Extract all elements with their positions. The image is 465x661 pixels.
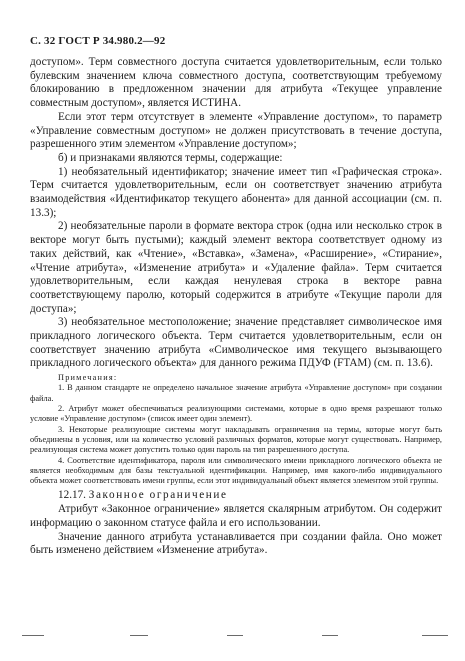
section-number: 12.17. [58,489,86,502]
page-header: С. 32 ГОСТ Р 34.980.2—92 [30,35,166,47]
list-item-passwords: 2) необязательные пароли в формате вектора строк (одна или несколько строк в векторе могут быть пустыми); каждый элемент вектора соответствует одному из таких действий, как «Чтение», «Вставка», «Замена», «Расширение», «Стирание», «Чтение атрибута», «Изменение атрибута» и «Удаление файла». Терм считается удовлетворительным, если каждая ненулевая строка в векторе равна соответствующему паролю, который содержится в атрибуте «Текущие пароли для доступа»; [30,220,442,315]
crop-mark [422,635,448,636]
list-item-identifier: 1) необязательный идентификатор; значение имеет тип «Графическая строка». Терм считается удовлетворительным, если он соответствует значению атрибута взаимодействия «Идентификатор текущего абонента» для данной ассоциации (см. п. 13.3); [30,165,442,219]
notes-block [30,373,442,486]
section-heading [30,489,442,503]
crop-mark [22,635,44,636]
notes-title: Примечания: [58,373,118,383]
crop-mark [130,635,148,636]
note-item: 1. В данном стандарте не определено начальное значение атрибута «Управление доступом» при создании файла. [30,383,442,403]
note-item: 2. Атрибут может обеспечиваться реализующими системами, которые в одно время разрешают только условие «Управление доступом» (список имеет один элемент). [30,404,442,424]
document-body [30,56,442,558]
section-title: Законное ограничение [88,489,228,502]
paragraph-absent-term: Если этот терм отсутствует в элементе «Управление доступом», то параметр «Управление совместным доступом» не должен присутствовать в течение доступа, разрешенного этим элементом «Управление доступом»; [30,110,442,151]
note-item: 4. Соответствие идентификатора, пароля или символического имени прикладного логического объекта не является необходимым для базы текстуальной идентификации. Например, имя какого-либо индивидуального объекта может соответствовать имени группы, если этот индивидуальный объект является элементом этой группы. [30,455,442,486]
section-paragraph: Атрибут «Законное ограничение» является скалярным атрибутом. Он содержит информацию о законном статусе файла и его использовании. [30,503,442,529]
section-paragraph: Значение данного атрибута устанавливается при создании файла. Оно может быть изменено действием «Изменение атрибута». [30,530,442,557]
paragraph-list-intro: б) и признаками являются термы, содержащие: [58,151,283,164]
page-bottom-marks [22,635,452,637]
crop-mark [322,635,338,636]
list-item-location: 3) необязательное местоположение; значение представляет символическое имя прикладного логического объекта. Терм считается удовлетворительным, если он соответствует значению атрибута «Символическое имя текущего вызывающего прикладного логического объекта» для данного режима ПДУФ (FTAM) (см. п. 13.6). [30,316,442,370]
note-item: 3. Некоторые реализующие системы могут накладывать ограничения на термы, которые могут быть объединены в условия, или на количество условий различных форматов, которые могут существовать. Например, реализующая система может допустить только один пароль на тип разрешенного доступа. [30,424,442,455]
crop-mark [227,635,243,636]
paragraph-continuation: доступом». Терм совместного доступа считается удовлетворительным, если только булевским значением ключа совместного доступа, соответствующим требуемому блокированию в предложенном значении для атрибута «Текущее управление совместным доступом», является ИСТИНА. [30,56,442,110]
